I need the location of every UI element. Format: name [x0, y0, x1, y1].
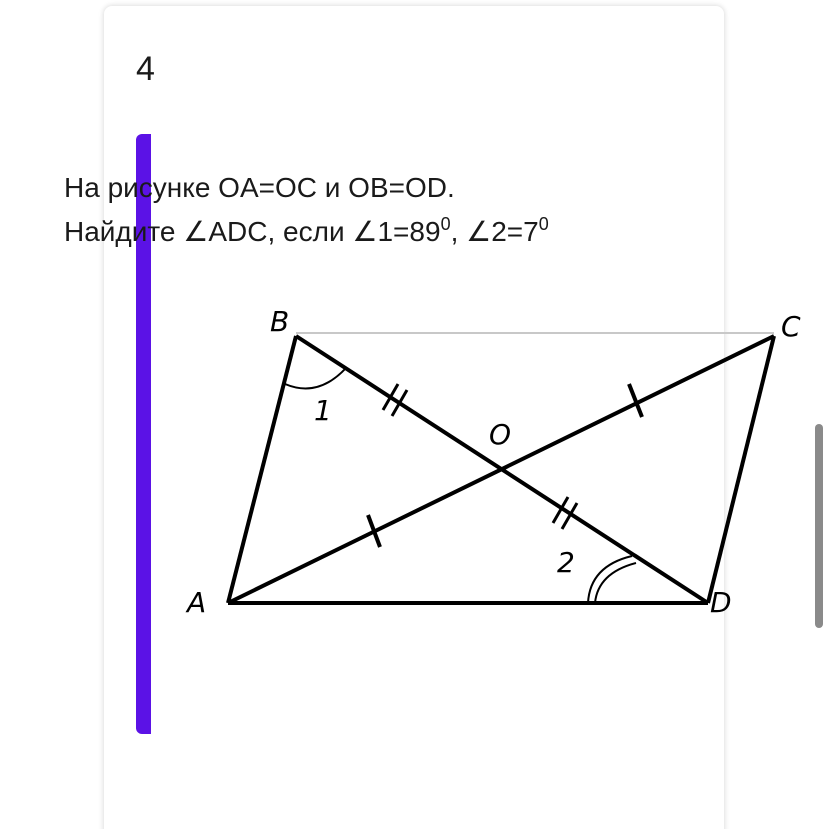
diagonal-bd: [296, 336, 708, 603]
angle-label-2: 2: [557, 546, 575, 579]
angle-2-arc-inner: [595, 563, 636, 603]
degree-superscript-2: 0: [538, 214, 549, 234]
point-label-b: B: [270, 305, 290, 338]
task-number: 4: [136, 50, 155, 88]
angle-1-arc: [285, 368, 346, 388]
angle-2-arc-outer: [588, 556, 632, 603]
tick-bo-1: [383, 384, 398, 410]
question-line-1: На рисунке OA=OC и OB=OD.: [64, 172, 455, 203]
point-label-a: A: [187, 586, 207, 619]
scrollbar-thumb[interactable]: [815, 424, 823, 628]
segment-ab: [228, 336, 296, 603]
angle-label-1: 1: [314, 394, 332, 427]
question-line-2-prefix: Найдите ∠ADC, если ∠1=89: [64, 216, 441, 247]
degree-superscript-1: 0: [440, 214, 451, 234]
segment-cd: [708, 336, 774, 603]
tick-bo-2: [392, 390, 407, 416]
point-label-c: C: [781, 310, 801, 343]
point-label-o: O: [489, 418, 512, 451]
point-label-d: D: [710, 586, 732, 619]
question-line-2-middle: , ∠2=7: [450, 216, 539, 247]
